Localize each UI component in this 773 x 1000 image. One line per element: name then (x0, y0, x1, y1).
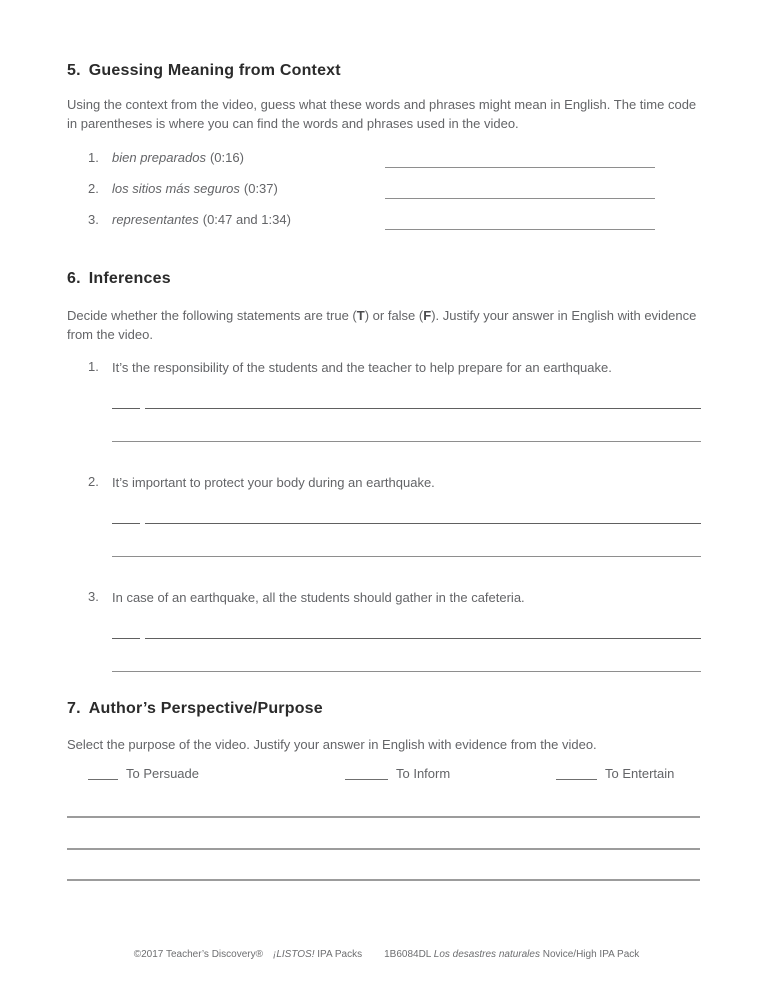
section-5-title: Guessing Meaning from Context (88, 62, 341, 79)
checkbox-blank (556, 766, 597, 780)
vocab-item (67, 181, 703, 212)
instr-text: ) or false ( (364, 308, 424, 323)
vocab-timecode: (0:47 and 1:34) (202, 212, 291, 227)
checkbox-blank (88, 766, 118, 780)
statement-text: In case of an earthquake, all the students should gather in the cafeteria. (112, 590, 525, 605)
vocab-item (67, 150, 703, 181)
inference-item (67, 359, 703, 455)
vocab-phrase: los sitios más seguros (112, 181, 240, 196)
true-false-blank (112, 510, 140, 524)
footer-product-suffix: Novice/High IPA Pack (539, 949, 640, 960)
footer-series-name: ¡LISTOS! (272, 949, 315, 960)
vocab-item-number: 1. (88, 150, 99, 165)
page-footer (0, 949, 773, 960)
vocab-item-text (112, 181, 278, 196)
justification-line (112, 654, 701, 672)
vocab-timecode: (0:37) (243, 181, 278, 196)
purpose-option-label: To Entertain (605, 766, 675, 781)
section-6-title: Inferences (88, 270, 171, 287)
answer-line (385, 150, 655, 168)
statement-number: 1. (88, 359, 99, 374)
response-line (67, 848, 700, 850)
vocab-item-text (112, 212, 291, 227)
purpose-option-label: To Persuade (126, 766, 199, 781)
checkbox-blank (345, 766, 388, 780)
section-7-instructions: Select the purpose of the video. Justify your answer in English with evidence from the video. (67, 737, 597, 752)
section-5-number: 5. (67, 62, 81, 79)
response-line (67, 879, 700, 881)
statement-text: It’s the responsibility of the students and the teacher to help prepare for an earthquake. (112, 360, 612, 375)
purpose-option (556, 766, 674, 781)
vocab-item-text (112, 150, 244, 165)
false-letter: F (423, 308, 432, 323)
inference-item (67, 474, 703, 570)
justification-line (112, 424, 701, 442)
justification-line (112, 539, 701, 557)
footer-copyright: ©2017 Teacher’s Discovery® (133, 949, 263, 960)
section-6-instructions (67, 306, 703, 344)
footer-product-code: 1B6084DL (384, 949, 434, 960)
instr-text: ). Justify your answer in English with evidence from the video. (67, 308, 697, 342)
true-false-blank (112, 625, 140, 639)
section-7-heading (67, 700, 323, 718)
statement-text: It’s important to protect your body during an earthquake. (112, 475, 435, 490)
justification-line (145, 621, 701, 639)
section-5-heading (67, 62, 341, 80)
section-7-number: 7. (67, 700, 81, 717)
inference-item (67, 589, 703, 685)
purpose-option (88, 766, 199, 781)
section-6-number: 6. (67, 270, 81, 287)
footer-series (273, 949, 362, 960)
footer-product-title: Los desastres naturales (433, 949, 540, 960)
vocab-item-number: 3. (88, 212, 99, 227)
purpose-option (345, 766, 450, 781)
section-5-instructions: Using the context from the video, guess what these words and phrases might mean in English. The time code in parentheses is where you can find the words and phrases used in the video. (67, 97, 697, 131)
purpose-option-label: To Inform (396, 766, 451, 781)
true-false-blank (112, 395, 140, 409)
answer-line (385, 181, 655, 199)
instr-text: Decide whether the following statements are true ( (67, 308, 357, 323)
vocab-phrase: representantes (112, 212, 199, 227)
footer-series-suffix: IPA Packs (314, 949, 363, 960)
answer-line (385, 212, 655, 230)
justification-line (145, 391, 701, 409)
statement-number: 3. (88, 589, 99, 604)
vocab-item (67, 212, 703, 243)
section-6-heading (67, 270, 171, 288)
purpose-options (67, 766, 703, 784)
section-7-title: Author’s Perspective/Purpose (88, 700, 323, 717)
vocab-phrase: bien preparados (112, 150, 206, 165)
response-line (67, 816, 700, 818)
vocab-item-number: 2. (88, 181, 99, 196)
vocab-timecode: (0:16) (209, 150, 244, 165)
statement-number: 2. (88, 474, 99, 489)
justification-line (145, 506, 701, 524)
true-letter: T (356, 308, 365, 323)
footer-product (384, 949, 639, 960)
